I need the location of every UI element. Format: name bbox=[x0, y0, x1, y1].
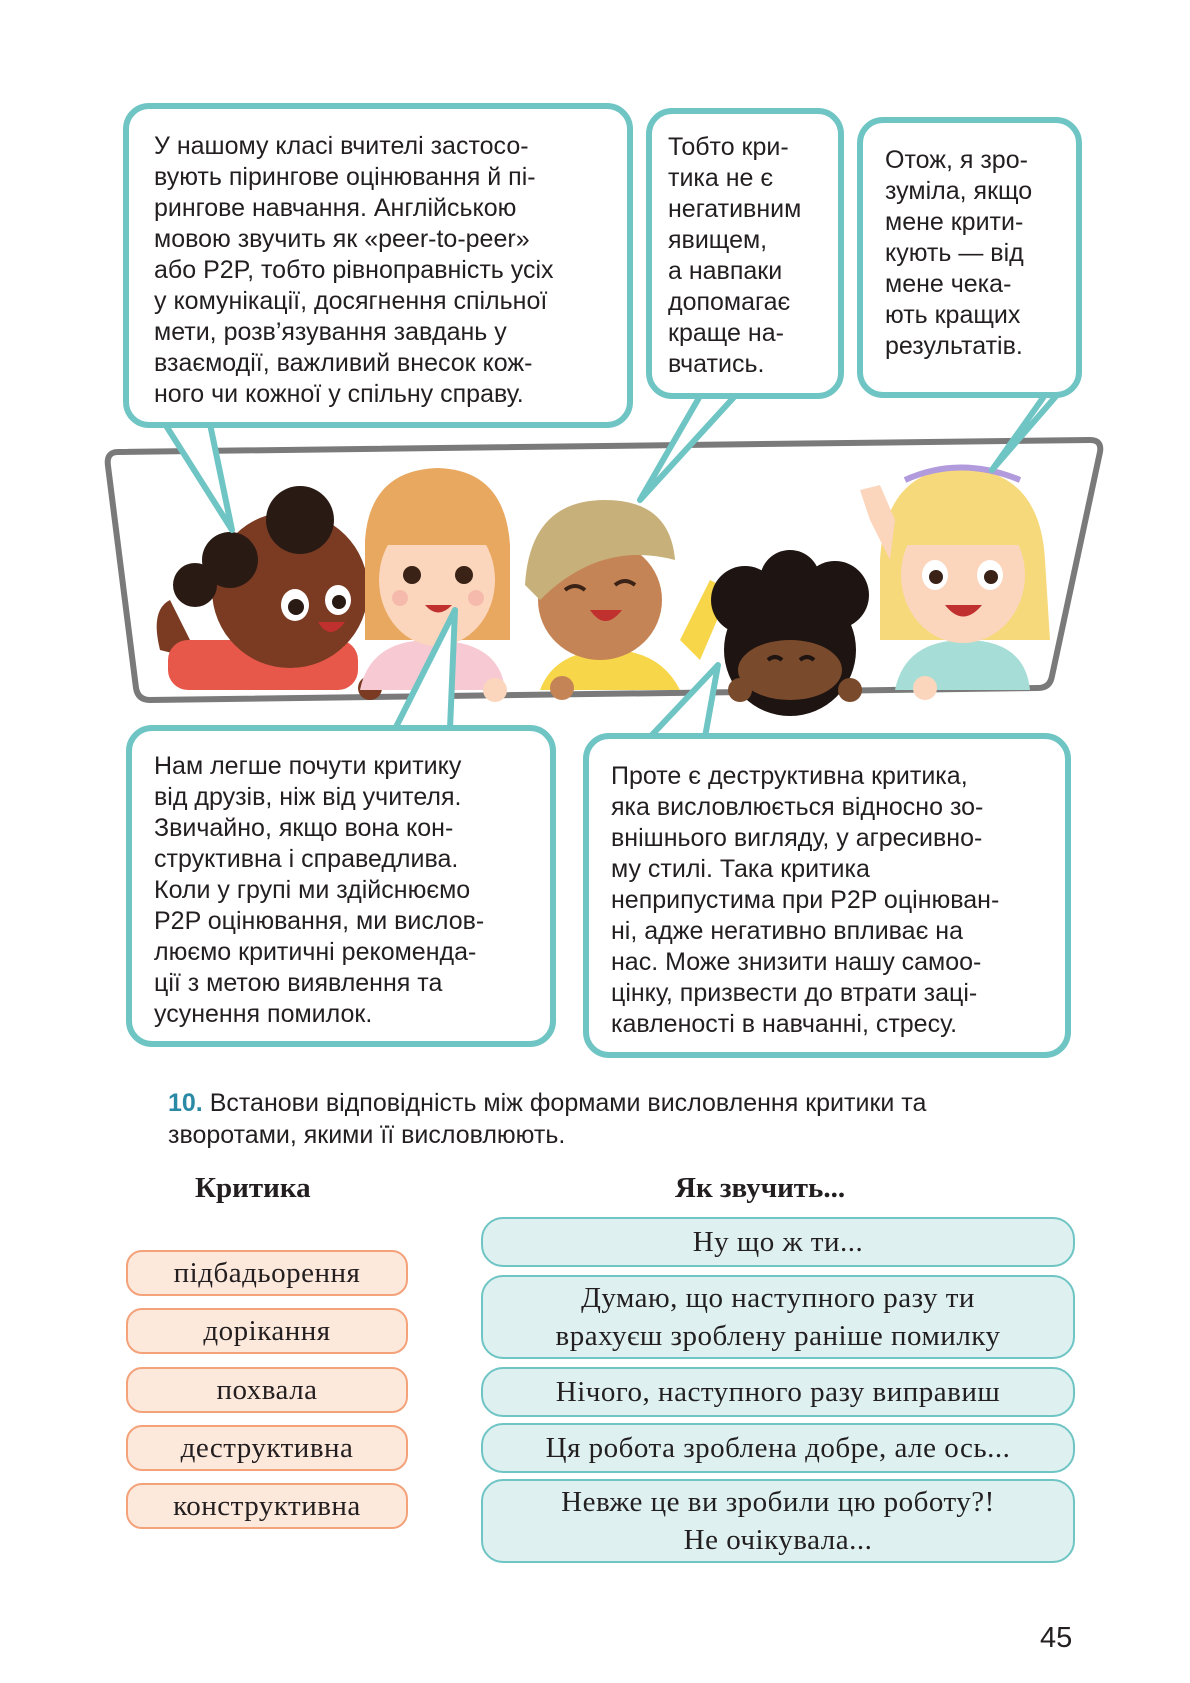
speech-bubble-criticism-not-negative bbox=[646, 108, 844, 399]
phrase-item[interactable]: Невже це ви зробили цю роботу?! Не очікувала... bbox=[481, 1479, 1075, 1563]
bubble-text: Отож, я зро- зуміла, якщо мене крити- кують — від мене чека- ють кращих результатів. bbox=[885, 146, 1033, 360]
task-text: Встанови відповідність між формами висловлення критики та зворотами, якими її висловлюють. bbox=[168, 1089, 927, 1149]
phrase-item[interactable]: Нічого, наступного разу виправиш bbox=[481, 1367, 1075, 1417]
speech-bubble-peer-learning bbox=[123, 103, 633, 428]
task-instruction bbox=[168, 1087, 1078, 1151]
criticism-form-item[interactable]: деструктивна bbox=[126, 1425, 408, 1471]
phrase-item[interactable]: Думаю, що наступного разу ти врахуєш зроблену раніше помилку bbox=[481, 1275, 1075, 1359]
kid-girl-curly-hair bbox=[711, 550, 869, 716]
bubble-text: Нам легше почути критику від друзів, ніж від учителя. Звичайно, якщо вона кон- структивна і справедлива. Коли у групі ми здійснюємо P2P оцінювання, ми вислов- люємо критичні рекоменда- ції з метою виявлення та усунення помилок. bbox=[154, 752, 485, 1028]
criticism-form-item[interactable]: похвала bbox=[126, 1367, 408, 1413]
bubble-text: У нашому класі вчителі застосо- вують пірингове оцінювання й пі- рингове навчання. Англійською мовою звучить як «peer-to-peer» або P2P, тобто рівноправність усіх у комунікації, досягнення спільної мети, розв’язування завдань у взаємодії, важливий внесок кож- ного чи кожної у спільну справу. bbox=[154, 132, 554, 408]
speech-bubble-destructive-criticism bbox=[583, 733, 1071, 1058]
bubble-text: Тобто кри- тика не є негативним явищем, а навпаки допомагає краще на- вчатись. bbox=[668, 133, 802, 378]
speech-bubble-criticism-from-friends bbox=[126, 725, 556, 1047]
criticism-form-item[interactable]: дорікання bbox=[126, 1308, 408, 1354]
column-header-how-it-sounds: Як звучить... bbox=[675, 1172, 846, 1204]
criticism-form-item[interactable]: конструктивна bbox=[126, 1483, 408, 1529]
column-header-criticism: Критика bbox=[195, 1172, 311, 1204]
phrase-item[interactable]: Ну що ж ти... bbox=[481, 1217, 1075, 1267]
phrase-item[interactable]: Ця робота зроблена добре, але ось... bbox=[481, 1423, 1075, 1473]
criticism-form-item[interactable]: підбадьорення bbox=[126, 1250, 408, 1296]
page-number: 45 bbox=[1040, 1622, 1073, 1654]
speech-bubble-expect-better-results bbox=[857, 117, 1082, 398]
task-number: 10. bbox=[168, 1089, 203, 1117]
bubble-text: Проте є деструктивна критика, яка висловлюється відносно зо- внішнього вигляду, у агресивно- му стилі. Така критика неприпустима при P2P оцінюван- ні, адже негативно впливає на нас. Може знизити нашу самоо- цінку, призвести до втрати заці- кавленості в навчанні, стресу. bbox=[611, 762, 1000, 1038]
kid-girl-blonde-bob bbox=[360, 468, 510, 702]
